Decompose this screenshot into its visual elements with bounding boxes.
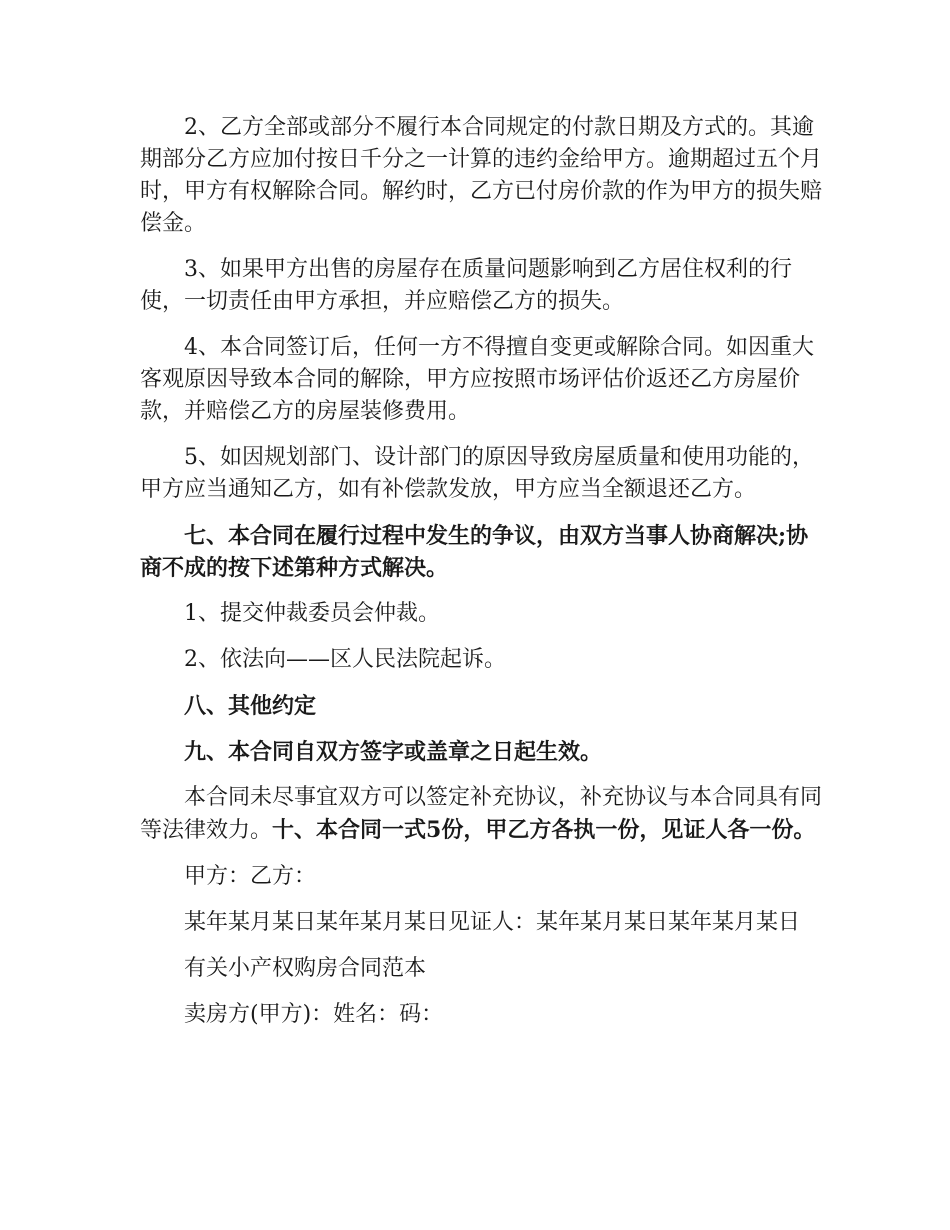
section-7-dispute-resolution: 七、本合同在履行过程中发生的争议，由双方当事人协商解决;协商不成的按下述第种方式解决。: [140, 523, 809, 581]
clause-2-payment-default: 2、乙方全部或部分不履行本合同规定的付款日期及方式的。其逾期部分乙方应加付按日千分之一计算的违约金给甲方。逾期超过五个月时，甲方有权解除合同。解约时，乙方已付房价款的作为甲方的损失赔偿金。: [140, 115, 823, 236]
supplementary-agreement-text: 本合同未尽事宜双方可以签定补充协议，补充协议与本合同具有同等法律效力。: [140, 785, 823, 843]
section-8-other-agreements: 八、其他约定: [184, 693, 317, 719]
supplementary-agreement-paragraph: [140, 782, 830, 847]
dispute-option-2: 2、依法向——区人民法院起诉。: [184, 647, 506, 672]
document-body: [140, 112, 830, 1045]
signature-dates: 某年某月某日某年某月某日见证人：某年某月某日某年某月某日: [184, 910, 801, 935]
dispute-option-1: 1、提交仲裁委员会仲裁。: [184, 601, 440, 626]
clause-4-contract-change: 4、本合同签订后，任何一方不得擅自变更或解除合同。如因重大客观原因导致本合同的解除，甲方应按照市场评估价返还乙方房屋价款，并赔偿乙方的房屋装修费用。: [140, 335, 814, 424]
next-document-title: 有关小产权购房合同范本: [184, 956, 427, 981]
seller-info-line: 卖房方(甲方)：姓名：码：: [184, 1002, 444, 1027]
section-10-copies: 十、本合同一式5份，甲乙方各执一份，见证人各一份。: [272, 817, 816, 843]
clause-5-planning-change: 5、如因规划部门、设计部门的原因导致房屋质量和使用功能的，甲方应当通知乙方，如有补偿款发放，甲方应当全额退还乙方。: [140, 445, 814, 502]
clause-3-quality-issue: 3、如果甲方出售的房屋存在质量问题影响到乙方居住权利的行使，一切责任由甲方承担，并应赔偿乙方的损失。: [140, 257, 792, 314]
party-signatures: 甲方：乙方：: [184, 864, 317, 889]
section-9-effective-date: 九、本合同自双方签字或盖章之日起生效。: [184, 739, 603, 765]
